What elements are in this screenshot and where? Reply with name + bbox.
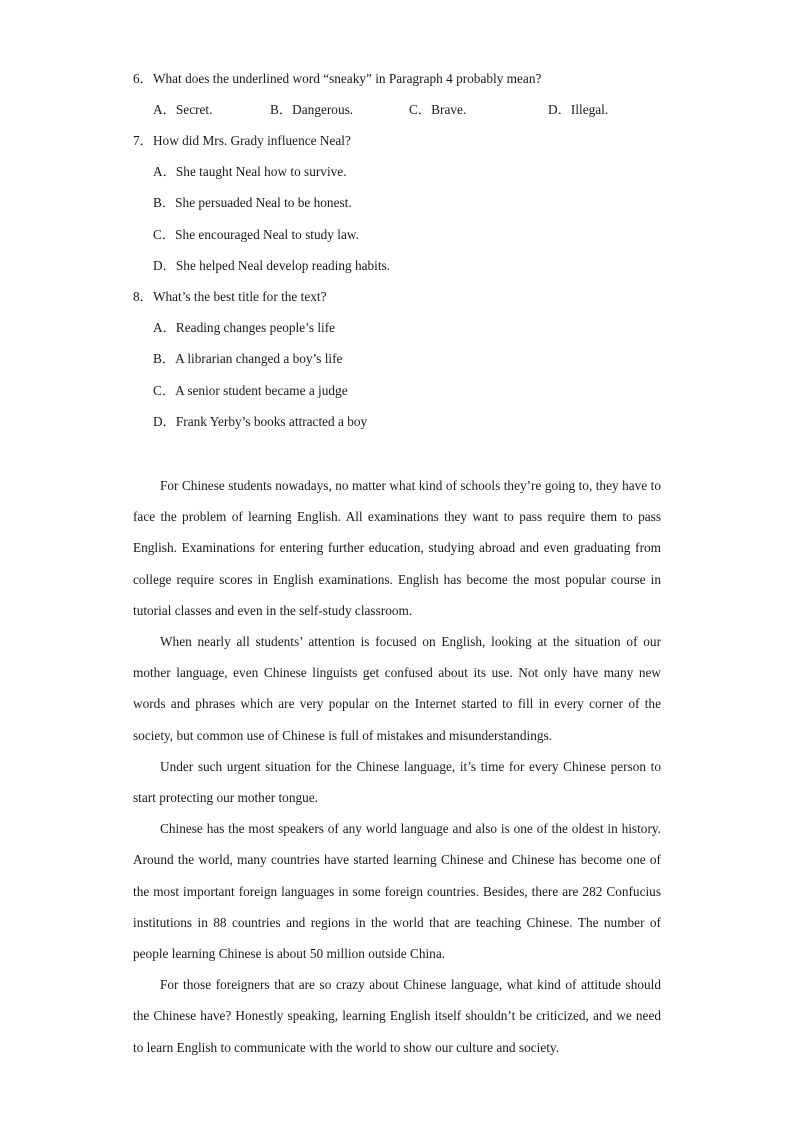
passage-paragraph-3: Under such urgent situation for the Chinese language, it’s time for every Chinese person to start protecting our mother tongue. xyxy=(133,758,661,806)
passage-paragraph-5: For those foreigners that are so crazy about Chinese language, what kind of attitude should the Chinese have? Honestly speaking, learning English itself shouldn’t be criticized, and we need to learn English to communicate with the world to show our culture and society. xyxy=(133,977,661,1055)
question-6: 6．What does the underlined word “sneaky” in Paragraph 4 probably mean? xyxy=(133,71,542,86)
question-8-option-d: D．Frank Yerby’s books attracted a boy xyxy=(153,414,368,429)
question-7-option-a: A．She taught Neal how to survive. xyxy=(153,164,347,179)
reading-passage xyxy=(133,470,661,1063)
question-7-option-d: D．She helped Neal develop reading habits. xyxy=(153,258,391,273)
question-8: 8．What’s the best title for the text? xyxy=(133,289,327,304)
question-7: 7．How did Mrs. Grady influence Neal? xyxy=(133,133,351,148)
question-8-option-c: C．A senior student became a judge xyxy=(153,383,348,398)
passage-paragraph-1: For Chinese students nowadays, no matter what kind of schools they’re going to, they have to face the problem of learning English. All examinations they want to pass require them to pass English. Examinations for entering further education, studying abroad and even graduating from college require scores in English examinations. English has become the most popular course in tutorial classes and even in the self-study classroom. xyxy=(133,478,661,618)
question-6-option-a: A．Secret. xyxy=(153,102,213,117)
passage-paragraph-2: When nearly all students’ attention is focused on English, looking at the situation of our mother language, even Chinese linguists get confused about its use. Not only have many new words and phrases which are very popular on the Internet started to fill in every corner of the society, but common use of Chinese is full of mistakes and misunderstandings. xyxy=(133,634,661,743)
passage-paragraph-4: Chinese has the most speakers of any world language and also is one of the oldest in history. Around the world, many countries have started learning Chinese and Chinese has become one of the most important foreign languages in some foreign countries. Besides, there are 282 Confucius institutions in 88 countries and regions in the world that are teaching Chinese. The number of people learning Chinese is about 50 million outside China. xyxy=(133,821,661,962)
question-8-option-a: A．Reading changes people’s life xyxy=(153,320,336,335)
question-6-option-d: D．Illegal. xyxy=(548,102,609,117)
question-7-option-c: C．She encouraged Neal to study law. xyxy=(153,227,359,242)
question-6-options xyxy=(153,99,633,117)
question-6-option-c: C．Brave. xyxy=(409,102,467,117)
question-7-option-b: B．She persuaded Neal to be honest. xyxy=(153,195,352,210)
question-6-option-b: B．Dangerous. xyxy=(270,102,354,117)
question-8-option-b: B．A librarian changed a boy’s life xyxy=(153,351,343,366)
